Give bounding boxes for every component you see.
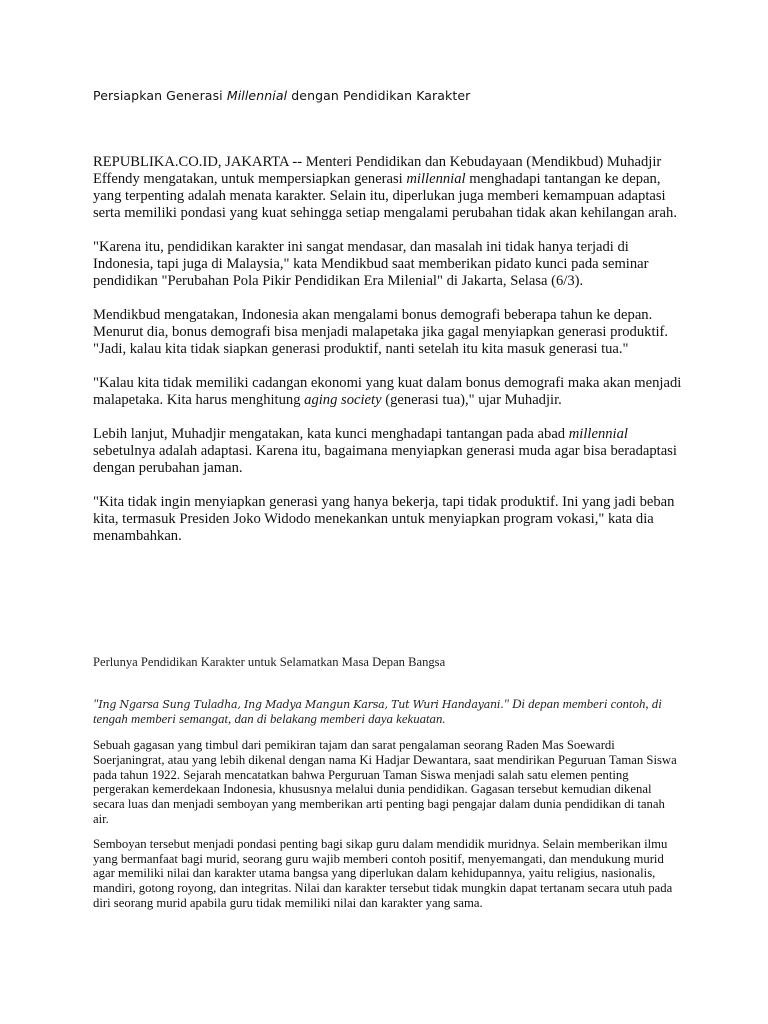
p5-text-a: Lebih lanjut, Muhadjir mengatakan, kata kunci menghadapi tantangan pada abad: [93, 426, 569, 442]
section-paragraph-1: Sebuah gagasan yang timbul dari pemikiran tajam dan sarat pengalaman seorang Raden Mas Soewardi Soerjaningrat, atau yang lebih dikenal dengan nama Ki Hadjar Dewantara, saat mendirikan Peguruan Taman Siswa pada tahun 1922. Sejarah mencatatkan bahwa Perguruan Taman Siswa menjadi salah satu elemen penting pergerakan kemerdekaan Indonesia, khususnya melalui dunia pendidikan. Gagasan tersebut kemudian dikenal secara luas dan menjadi semboyan yang memberikan arti penting bagi pengajar dalam dunia pendidikan di tanah air.: [93, 738, 677, 826]
p1-text-b: menghadapi tantangan ke depan, yang terpenting adalah menata karakter. Selain itu, diperlukan juga memberi kemampuan adaptasi serta memiliki pondasi yang kuat sehingga setiap mengalami perubahan tidak akan kehilangan arah.: [93, 171, 677, 221]
motto-quote: [93, 697, 693, 727]
article-paragraph-3: Mendikbud mengatakan, Indonesia akan mengalami bonus demografi beberapa tahun ke depan. Menurut dia, bonus demografi bisa menjadi malapetaka jika gagal menyiapkan generasi produktif. "Jadi, kalau kita tidak siapkan generasi produktif, nanti setelah itu kita masuk generasi tua.": [93, 307, 669, 357]
p1-italic: millennial: [406, 171, 466, 187]
section-paragraph-2: Semboyan tersebut menjadi pondasi penting bagi sikap guru dalam mendidik muridnya. Selain memberikan ilmu yang bermanfaat bagi murid, seorang guru wajib memberi contoh positif, menyemangati, dan mendukung murid agar memiliki nilai dan karakter utama bangsa yang diperlukan dalam kehidupannya, yaitu religius, nasionalis, mandiri, gotong royong, dan integritas. Nilai dan karakter tersebut tidak mungkin dapat tertanam secara utuh pada diri seorang murid apabila guru tidak memiliki nilai dan karakter yang sama.: [93, 836, 673, 910]
p5-italic: millennial: [568, 426, 628, 442]
p1-text-a: REPUBLIKA.CO.ID, JAKARTA -- Menteri Pendidikan dan Kebudayaan (Mendikbud) Muhadjir Effendy mengatakan, untuk mempersiapkan generasi: [93, 154, 662, 187]
article-paragraph-1: [93, 154, 683, 222]
article-paragraph-6: "Kita tidak ingin menyiapkan generasi yang hanya bekerja, tapi tidak produktif. Ini yang jadi beban kita, termasuk Presiden Joko Widodo menekankan untuk menyiapkan program vokasi," kata dia menambahkan.: [93, 494, 675, 544]
page-title: [93, 88, 470, 103]
quote-motto: Ing Ngarsa Sung Tuladha, Ing Madya Mangun Karsa, Tut Wuri Handayani.: [98, 698, 504, 711]
title-italic: Millennial: [226, 88, 288, 103]
p5-text-b: sebetulnya adalah adaptasi. Karena itu, bagaimana menyiapkan generasi muda agar bisa beradaptasi dengan perubahan jaman.: [93, 443, 677, 476]
article-paragraph-2: "Karena itu, pendidikan karakter ini sangat mendasar, dan masalah ini tidak hanya terjadi di Indonesia, tapi juga di Malaysia," kata Mendikbud saat memberikan pidato kunci pada seminar pendidikan "Perubahan Pola Pikir Pendidikan Era Milenial" di Jakarta, Selasa (6/3).: [93, 239, 649, 289]
p4-text-a: "Kalau kita tidak memiliki cadangan ekonomi yang kuat dalam bonus demografi maka akan menjadi malapetaka. Kita harus menghitung: [93, 375, 682, 408]
title-prefix: Persiapkan Generasi: [93, 88, 227, 103]
p4-italic: aging society: [304, 392, 382, 408]
article-paragraph-4: [93, 375, 683, 409]
article-paragraph-5: [93, 426, 683, 477]
section-body: [93, 738, 683, 921]
quote-rest: " Di depan memberi contoh, di tengah memberi semangat, dan di belakang memberi daya kekuatan.: [93, 697, 662, 726]
section-heading: Perlunya Pendidikan Karakter untuk Selamatkan Masa Depan Bangsa: [93, 655, 446, 669]
title-suffix: dengan Pendidikan Karakter: [287, 88, 471, 103]
p4-text-b: (generasi tua)," ujar Muhadjir.: [381, 392, 562, 408]
article-body: [93, 154, 683, 562]
quote-open: ": [93, 697, 99, 711]
